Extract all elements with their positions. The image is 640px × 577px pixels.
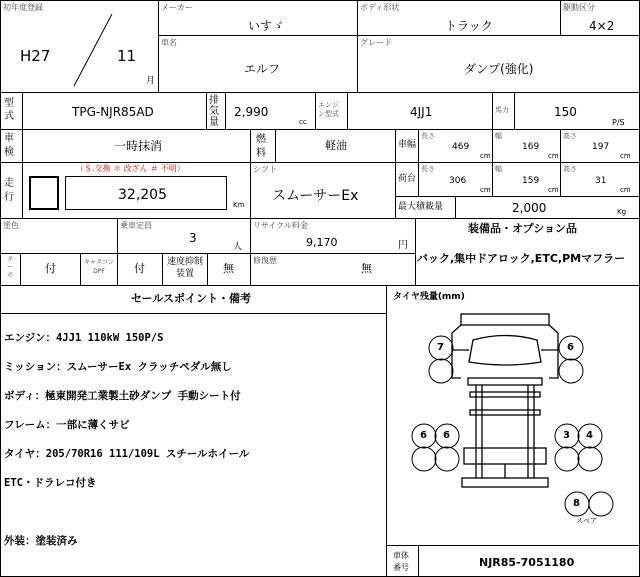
power-value: 150 xyxy=(554,105,577,119)
capacity-unit: 人 xyxy=(233,242,243,252)
bed-hei-unit: cm xyxy=(620,186,631,194)
body-wid: 169 xyxy=(522,142,540,152)
recycle-unit: 円 xyxy=(398,240,408,251)
sales-line: ETC・ドラレコ付き xyxy=(4,476,97,489)
body-dim-label: 車幅 xyxy=(398,140,417,150)
bed-len: 306 xyxy=(449,176,467,186)
tire-spare-label: スペア xyxy=(576,517,597,525)
mileage-value: 32,205 xyxy=(118,187,167,203)
tire-spare-value: 8 xyxy=(573,498,580,509)
reg-month-unit: 月 xyxy=(146,76,156,86)
body-value: トラック xyxy=(445,19,493,33)
dpf-label: キャタコンDPF xyxy=(83,259,114,275)
sales-line: フレーム：一部に薄くサビ xyxy=(4,418,130,431)
tire-rlo-value: 6 xyxy=(420,430,427,441)
reg-month: 11 xyxy=(117,47,137,65)
body-hei: 197 xyxy=(592,142,610,152)
capacity-label: 乗車定員 xyxy=(120,221,152,230)
sales-line: エンジン：4JJ1 110kW 150P/S xyxy=(4,331,164,344)
tire-label: タイヤ残量(mm) xyxy=(393,292,465,302)
repair-value: 無 xyxy=(361,262,372,275)
fuel-label: 燃料 xyxy=(256,134,266,159)
tire-fr-value: 6 xyxy=(567,342,574,353)
sales-label: セールスポイント・備考 xyxy=(131,292,252,305)
grade-value: ダンプ(強化) xyxy=(464,62,534,76)
body-len-unit: cm xyxy=(480,152,491,160)
maker-label: メーカー xyxy=(161,3,193,12)
bed-hei: 31 xyxy=(595,176,607,186)
color-label: 塗色 xyxy=(3,221,19,230)
model-value: TPG-NJR85AD xyxy=(72,105,154,119)
mileage-unit: Km xyxy=(233,201,245,209)
model-label: 型式 xyxy=(4,98,14,122)
power-unit: P/S xyxy=(612,118,625,127)
bed-hei-label: 高さ xyxy=(563,165,577,173)
car-label: 車名 xyxy=(161,38,177,47)
bed-len-label: 長さ xyxy=(421,165,435,173)
tire-rli-value: 6 xyxy=(443,430,450,441)
tire-fl-value: 7 xyxy=(437,342,444,353)
reg-year: H27 xyxy=(20,47,51,65)
body-hei-unit: cm xyxy=(620,152,631,160)
body-label: ボディ形状 xyxy=(360,3,400,12)
disp-value: 2,990 xyxy=(234,105,269,119)
sales-line: ボディ：極東開発工業製土砂ダンプ 手動シート付 xyxy=(4,389,241,402)
bed-wid-label: 幅 xyxy=(495,165,502,173)
repair-label: 修復歴 xyxy=(253,256,277,265)
bed-label: 荷台 xyxy=(398,174,417,184)
inspect-label: 車検 xyxy=(4,133,14,158)
grade-label: グレード xyxy=(360,38,392,47)
mileage-warning: （＄.交換 ＊ 改ざん ＃ 不明） xyxy=(76,164,185,173)
car-value: エルフ xyxy=(244,62,281,76)
sales-line: 外装：塗装済み xyxy=(4,534,78,547)
mileage-label: 走行 xyxy=(4,178,14,203)
fuel-value: 軽油 xyxy=(325,139,347,152)
shift-value: スムーサーEx xyxy=(272,188,359,204)
body-len-label: 長さ xyxy=(421,132,435,140)
equip-label: 装備品・オプション品 xyxy=(468,222,578,235)
speed-value: 無 xyxy=(223,262,234,275)
drive-label: 駆動区分 xyxy=(563,3,595,12)
bed-wid-unit: cm xyxy=(548,186,559,194)
maker-value: いすゞ xyxy=(248,19,285,33)
recycle-label: リサイクル料金 xyxy=(253,221,308,230)
power-label: 馬力 xyxy=(495,106,509,114)
load-label: 最大積載量 xyxy=(398,202,444,212)
body-wid-label: 幅 xyxy=(495,132,502,140)
drive-value: 4×2 xyxy=(589,19,615,33)
vin-value: NJR85-7051180 xyxy=(479,556,575,569)
disp-unit: cc xyxy=(299,118,307,126)
vin-label: 車体番号 xyxy=(393,551,409,572)
body-hei-label: 高さ xyxy=(563,132,577,140)
engine-label: エンジン型式 xyxy=(318,101,339,118)
equip-value: バック,集中ドアロック,ETC,PMマフラー xyxy=(417,253,626,264)
bed-len-unit: cm xyxy=(480,186,491,194)
turbo-label: ターボ xyxy=(7,256,14,279)
speed-label: 速度抑制装置 xyxy=(166,257,203,279)
shift-label: シフト xyxy=(253,165,277,174)
dpf-value: 付 xyxy=(134,262,145,275)
recycle-value: 9,170 xyxy=(306,236,338,249)
load-value: 2,000 xyxy=(512,201,547,215)
bed-wid: 159 xyxy=(522,176,540,186)
tire-rro-value: 4 xyxy=(586,430,593,441)
turbo-value: 付 xyxy=(45,262,56,275)
sales-line: タイヤ：205/70R16 111/109L スチールホイール xyxy=(4,447,250,460)
tire-rri-value: 3 xyxy=(563,430,570,441)
engine-value: 4JJ1 xyxy=(410,105,433,119)
load-unit: Kg xyxy=(617,208,627,216)
inspect-value: 一時抹消 xyxy=(114,139,163,153)
disp-label: 排気量 xyxy=(209,95,219,128)
reg-label: 初年度登録 xyxy=(3,3,43,12)
body-wid-unit: cm xyxy=(548,152,559,160)
capacity-value: 3 xyxy=(189,231,197,245)
sales-line: ミッション：スムーサーEx クラッチペダル無し xyxy=(4,360,232,373)
body-len: 469 xyxy=(452,142,470,152)
